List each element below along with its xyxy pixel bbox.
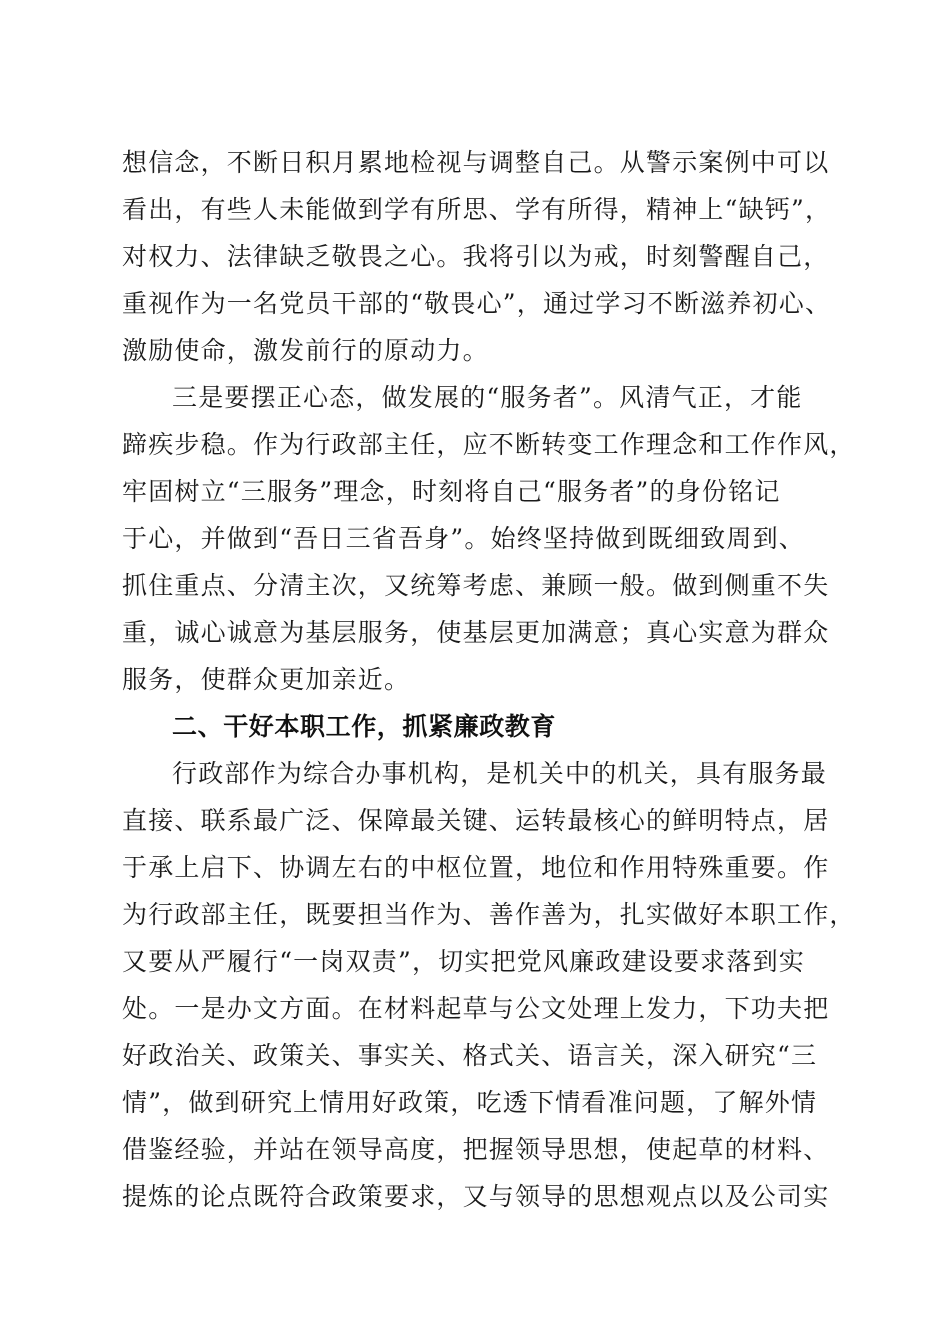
paragraph-line: 借鉴经验，并站在领导高度，把握领导思想，使起草的材料、 [122, 1135, 830, 1164]
paragraph-line: 为行政部主任，既要担当作为、善作善为，扎实做好本职工作， [122, 900, 856, 929]
paragraph-line: 服务，使群众更加亲近。 [122, 665, 411, 694]
paragraph-line: 牢固树立“三服务”理念，时刻将自己“服务者”的身份铭记 [122, 477, 781, 506]
paragraph-line: 好政治关、政策关、事实关、格式关、语言关，深入研究“三 [122, 1041, 818, 1070]
paragraph-line: 想信念，不断日积月累地检视与调整自己。从警示案例中可以 [122, 148, 830, 177]
paragraph-line: 直接、联系最广泛、保障最关键、运转最核心的鲜明特点，居 [122, 806, 830, 835]
paragraph-line: 看出，有些人未能做到学有所思、学有所得，精神上“缺钙”， [122, 195, 832, 224]
paragraph-line: 于承上启下、协调左右的中枢位置，地位和作用特殊重要。作 [122, 853, 830, 882]
paragraph-line: 行政部作为综合办事机构，是机关中的机关，具有服务最 [172, 759, 828, 788]
paragraph-line: 情”，做到研究上情用好政策，吃透下情看准问题，了解外情 [122, 1088, 818, 1117]
paragraph-line: 激励使命，激发前行的原动力。 [122, 336, 489, 365]
paragraph-line: 重视作为一名党员干部的“敬畏心”，通过学习不断滋养初心、 [122, 289, 832, 318]
paragraph-line: 又要从严履行“一岗双责”，切实把党风廉政建设要求落到实 [122, 947, 805, 976]
paragraph-line: 处。一是办文方面。在材料起草与公文处理上发力，下功夫把 [122, 994, 830, 1023]
paragraph-line: 三是要摆正心态，做发展的“服务者”。风清气正，才能 [172, 383, 803, 412]
paragraph-line: 于心，并做到“吾日三省吾身”。始终坚持做到既细致周到、 [122, 524, 805, 553]
paragraph-line: 提炼的论点既符合政策要求，又与领导的思想观点以及公司实 [122, 1182, 830, 1211]
paragraph-line: 重，诚心诚意为基层服务，使基层更加满意；真心实意为群众 [122, 618, 830, 647]
paragraph-line: 对权力、法律缺乏敬畏之心。我将引以为戒，时刻警醒自己， [122, 242, 830, 271]
paragraph-line: 抓住重点、分清主次，又统筹考虑、兼顾一般。做到侧重不失 [122, 571, 830, 600]
section-heading: 二、干好本职工作，抓紧廉政教育 [172, 712, 557, 741]
paragraph-line: 蹄疾步稳。作为行政部主任，应不断转变工作理念和工作作风， [122, 430, 856, 459]
